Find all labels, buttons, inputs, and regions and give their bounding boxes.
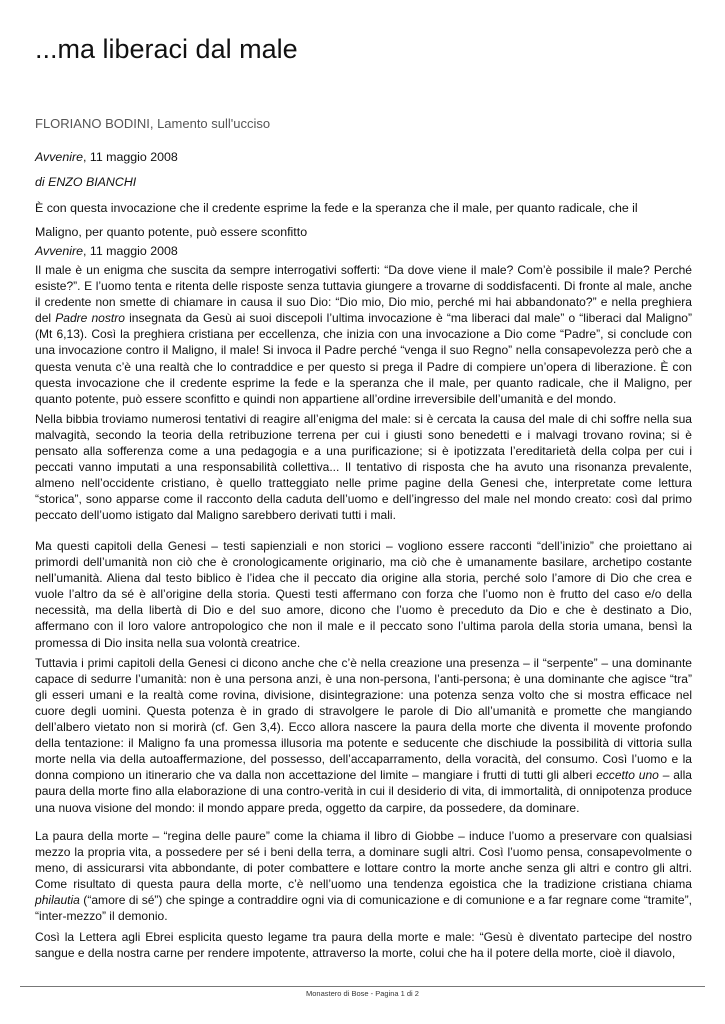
- source-line: [35, 150, 178, 164]
- paragraph-4: Tuttavia i primi capitoli della Genesi ci dicono anche che c’è nella creazione una presenza – il “serpente” – una dominante capace di sedurre l’umanità: non è una persona anzi, è una non-persona, l’anti-persona; è una dominante che agisce “tra” gli esseri umani e la realtà come rovina, divisione, disintegrazione: una potenza senza volto che si mostra efficace nel cuore degli uomini. Questa potenza è in grado di stravolgere le parole di Dio all’umanità e promette che mangiando dell’albero vietato non si morirà (cf. Gen 3,4). Ecco allora nascere la paura della morte che diventa il movente profondo della tentazione: il Maligno fa una promessa illusoria ma potente e seducente che dischiude la possibilità di vittoria sulla morte nella via della autoaffermazione, del possesso, dell’accaparramento, della voracità, del consumo. Così l’uomo e la donna compiono un itinerario che va dalla non accettazione del limite – mangiare i frutti di tutti gli alberi eccetto uno – alla paura della morte fino alla elaborazione di una contro-verità in cui il desiderio di vita, di immortalità, di onnipotenza produce una nuova visione del mondo: il mondo appare preda, oggetto da carpire, da possedere, da dominare.: [35, 655, 692, 815]
- article-body-bottom: [35, 828, 692, 965]
- lead-line-2: Maligno, per quanto potente, può essere sconfitto: [35, 225, 308, 239]
- lead-line-1: È con questa invocazione che il credente esprime la fede e la speranza che il male, per quanto radicale, che il: [35, 201, 638, 215]
- paragraph-5: La paura della morte – “regina delle paure” come la chiama il libro di Giobbe – induce l’uomo a preservare con qualsiasi mezzo la propria vita, a possedere per sé i beni della terra, a dominare sugli altri. Così l’uomo pensa, consapevolmente o meno, di assicurarsi vita abbondante, di poter combattere e lottare contro la morte anche senza gli altri e contro gli altri. Come risultato di questa paura della morte, c’è nell’uomo una tendenza egoistica che la tradizione cristiana chiama philautia (“amore di sé”) che spinge a contraddire ogni via di comunicazione e di comunione e a far regnare come “tramite”, “inter-mezzo” il demonio.: [35, 829, 692, 924]
- author-line: di ENZO BIANCHI: [35, 175, 137, 189]
- publication-date-2: , 11 maggio 2008: [82, 244, 178, 258]
- article-body-top: [35, 262, 692, 528]
- paragraph-6: Così la Lettera agli Ebrei esplicita questo legame tra paura della morte e male: “Gesù è diventato partecipe del nostro sangue e della nostra carne per rendere impotente, attraverso la morte, colui che ha il potere della morte, cioè il diavolo,: [35, 929, 692, 960]
- paragraph-1: Il male è un enigma che suscita da sempre interrogativi sofferti: “Da dove viene il male? Com’è possibile il male? Perché esiste?”. E l’uomo tenta e ritenta delle risposte senza tuttavia giungere a trovarne di soddisfacenti. Di fronte al male, anche il credente non smette di chiamare in causa il suo Dio: “Dio mio, Dio mio, perché mi hai abbandonato?” e nella preghiera del Padre nostro insegnata da Gesù ai suoi discepoli l’ultima invocazione è “ma liberaci dal male” o “liberaci dal Maligno” (Mt 6,13). Così la preghiera cristiana per eccellenza, che inizia con una invocazione a Dio come “Padre”, si conclude con una invocazione contro il Maligno, il male! Si invoca il Padre perché “venga il suo Regno” nella consapevolezza però che a questa venuta c’è una realtà che lo contraddice e per questo si prega il Padre di compiere un’opera di liberazione. È con questa invocazione che il credente esprime la fede e la speranza che il male, per quanto radicale, che il Maligno, per quanto potente, può essere sconfitto e quindi non appartiene all’ordine irreversibile dell’umanità e del mondo.: [35, 263, 692, 406]
- source-line-2: [35, 244, 178, 258]
- paragraph-3: Ma questi capitoli della Genesi – testi sapienziali e non storici – vogliono essere racconti “dell’inizio” che proiettano ai primordi dell’umanità non ciò che è cronologicamente originario, ma ciò che è umanamente basilare, archetipo costante nell’umanità. Aliena dal testo biblico è l’idea che il peccato dia origine alla storia, perché solo l’amore di Dio che crea e vuole l’altro da sé è all’origine della storia. Questi testi affermano con forza che l’uomo non è frutto del caso e/o della necessità, ma della libertà di Dio e del suo amore, dicono che l’uomo è preceduto da Dio e che è destinato a Dio, affermano con il loro valore antropologico che non il male e il peccato sono l’ultima parola della storia umana, bensì la promessa di Dio insita nella sua volontà creatrice.: [35, 539, 692, 650]
- publication-date: , 11 maggio 2008: [82, 150, 178, 164]
- paragraph-2: Nella bibbia troviamo numerosi tentativi di reagire all’enigma del male: si è cercata la causa del male di chi soffre nella sua malvagità, secondo la teoria della retribuzione terrena per cui i giusti sono benedetti e i malvagi trovano rovina; si è pensato alla sofferenza come a una pedagogia e a una purificazione; si è ipotizzata l’ereditarietà della colpa per cui i peccati vanno imputati a una responsabilità collettiva... Il tentativo di risposta che ha avuto una risonanza prevalente, almeno nell’occidente cristiano, è quello tratteggiato nelle prime pagine della Genesi che, interpretate come lettura “storica”, sono apparse come il racconto della caduta dell’uomo e dell’ingresso del male nel mondo creato: così dal primo peccato dell’uomo istigato dal Maligno sarebbero derivati tutti i mali.: [35, 411, 692, 523]
- footer-divider: [20, 986, 705, 987]
- image-caption: FLORIANO BODINI, Lamento sull'ucciso: [35, 116, 271, 131]
- publication-name: Avvenire: [35, 150, 83, 164]
- publication-name-2: Avvenire: [35, 244, 83, 258]
- page-footer: Monastero di Bose - Pagina 1 di 2: [306, 989, 419, 998]
- article-body-middle: [35, 538, 692, 820]
- page-title: ...ma liberaci dal male: [35, 34, 298, 64]
